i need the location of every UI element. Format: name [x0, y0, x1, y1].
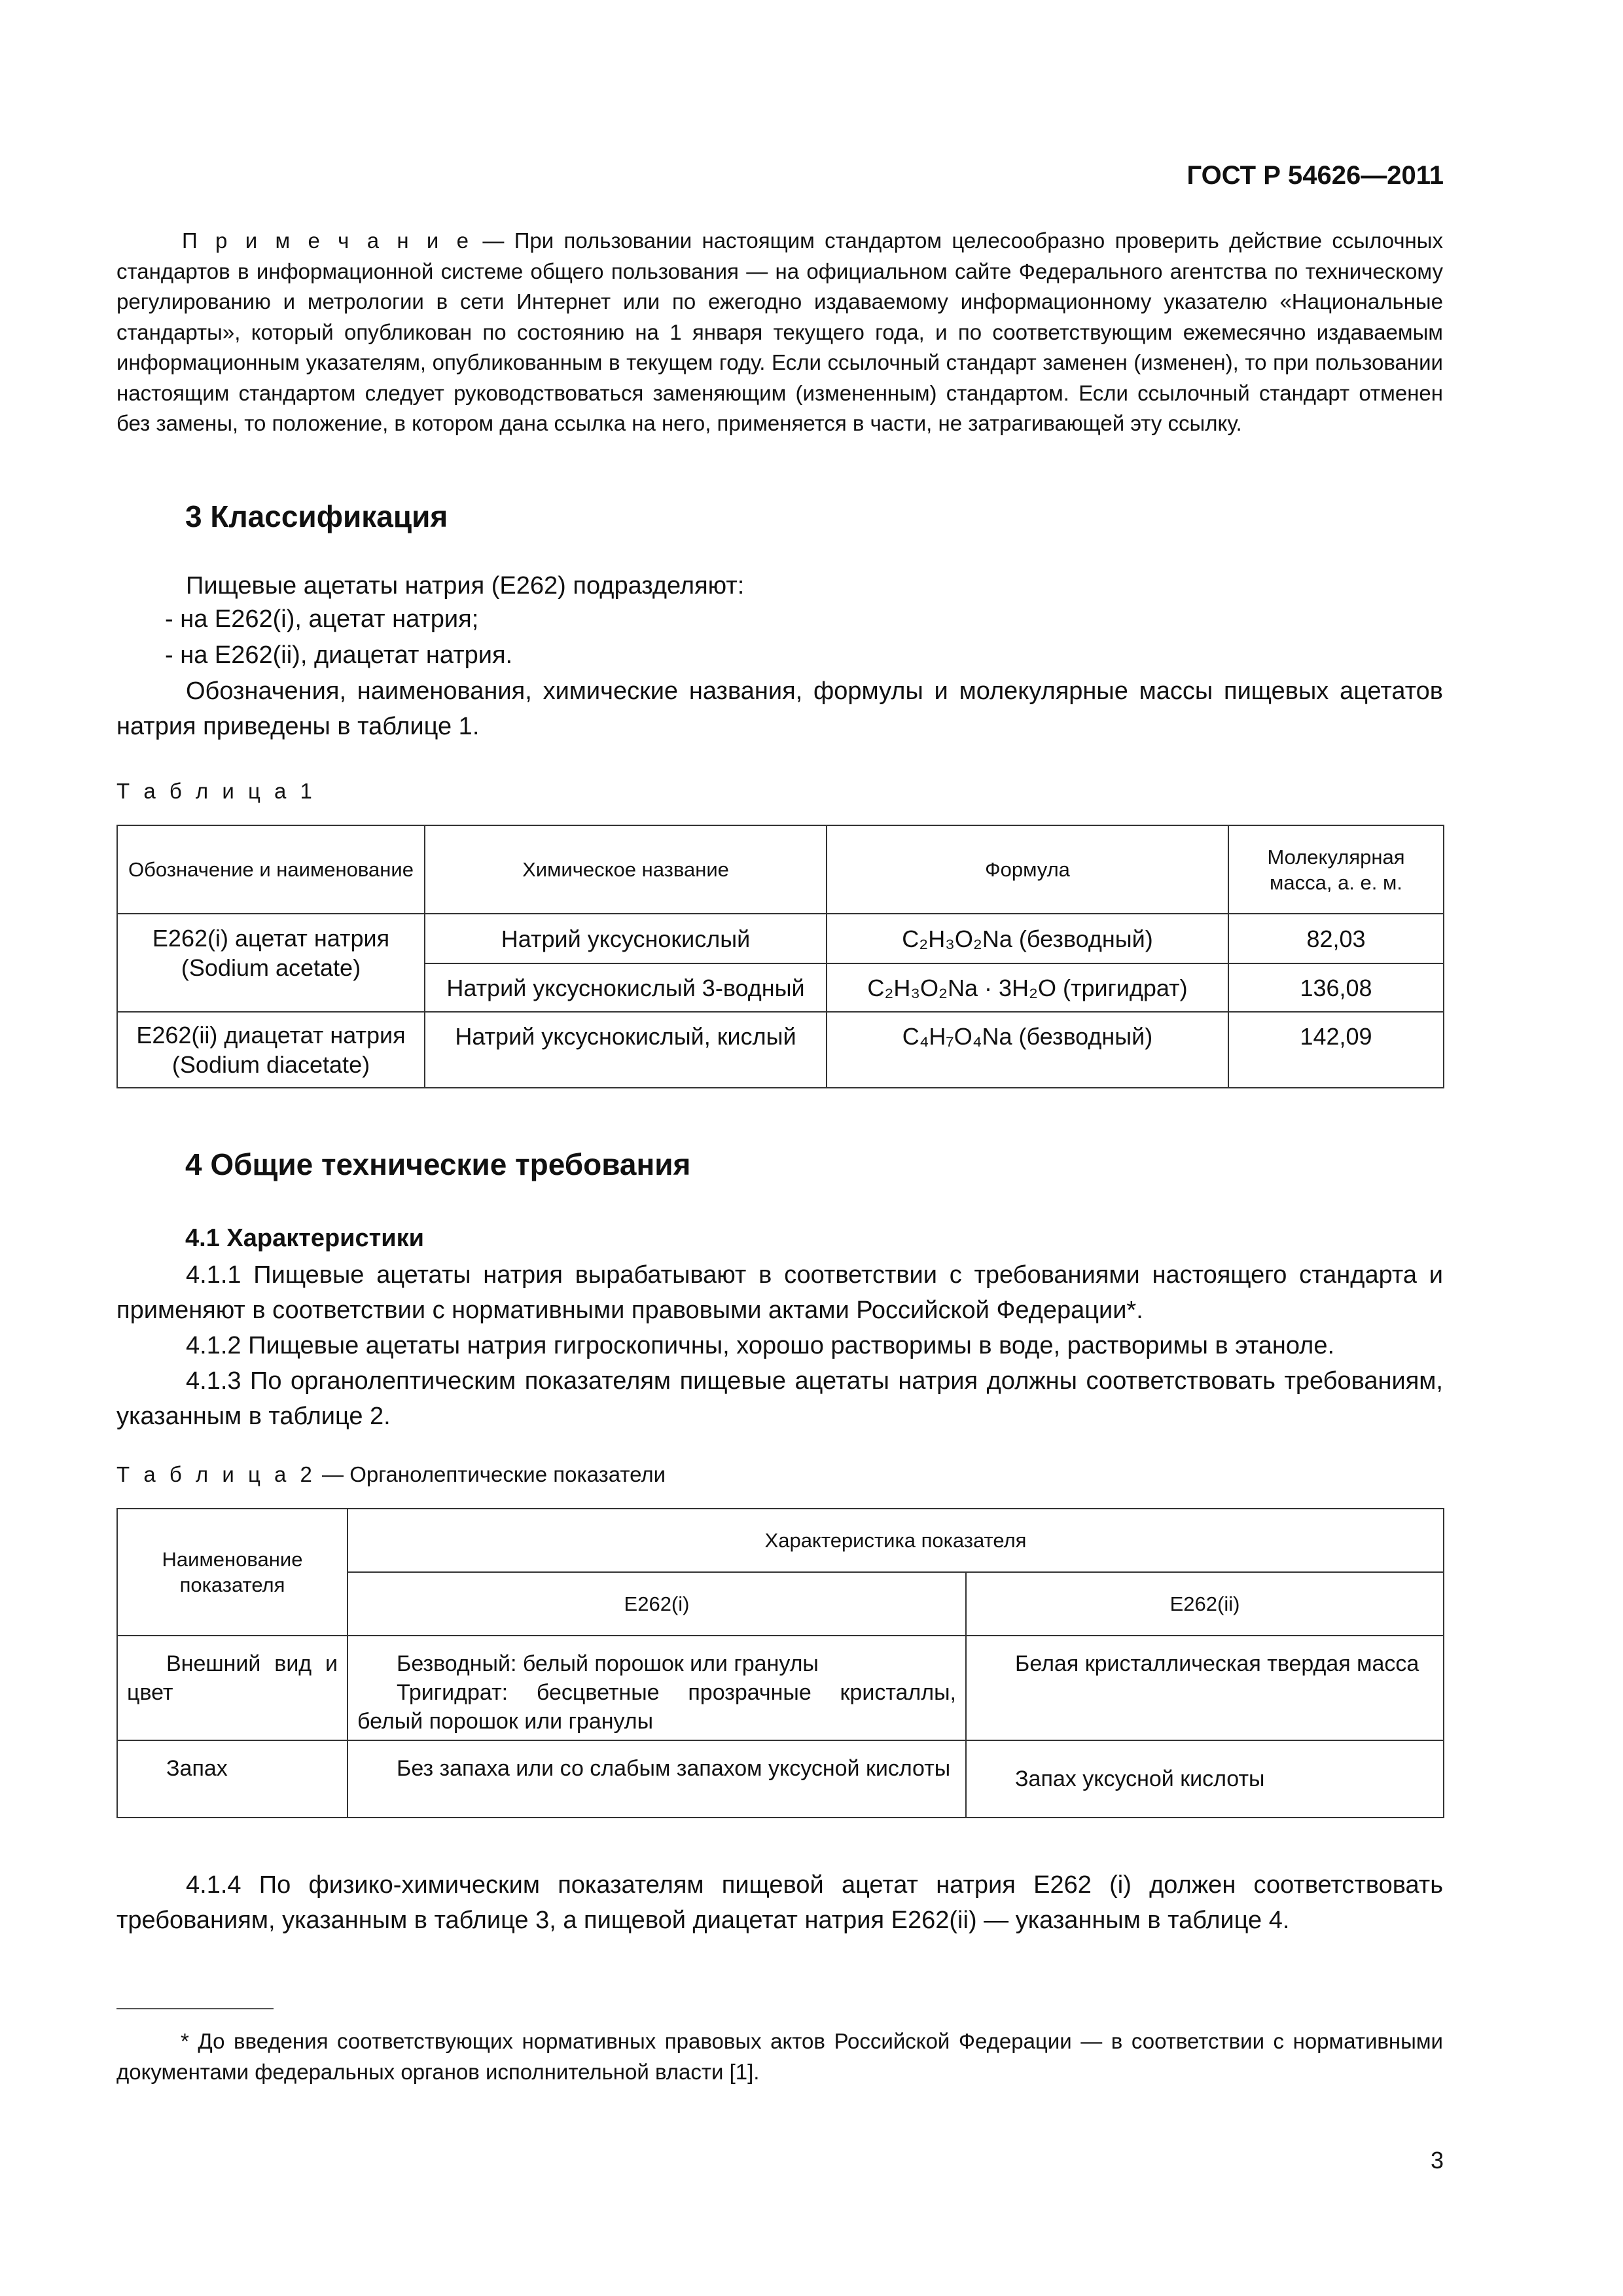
table-cell: Натрий уксуснокислый, кислый: [425, 1012, 827, 1088]
table-row: [117, 1740, 1444, 1818]
paragraph-4-1-4: 4.1.4 По физико-химическим показателям пищевой ацетат натрия Е262 (i) должен соответствовать требованиям, указанным в таблице 3, а пищевой диацетат натрия Е262(ii) — указанным в таблице 4.: [116, 1871, 1443, 1934]
table-header-cell: Е262(ii): [966, 1572, 1444, 1636]
table-cell: C₂H₃O₂Na · 3H₂O (тригидрат): [827, 963, 1228, 1012]
table-cell: Натрий уксуснокислый 3-водный: [425, 963, 827, 1012]
table-row: [117, 914, 1444, 963]
table-header-cell: Наименование показателя: [117, 1509, 348, 1636]
table-2: [116, 1508, 1444, 1818]
table-header-cell: Обозначение и наименование: [117, 825, 425, 914]
table-cell: C₂H₃O₂Na (безводный): [827, 914, 1228, 963]
table-header-cell: Формула: [827, 825, 1228, 914]
note-block: [116, 226, 1443, 439]
note-label: П р и м е ч а н и е: [182, 228, 473, 253]
paragraph-4-1-2: 4.1.2 Пищевые ацетаты натрия гигроскопичны, хорошо растворимы в воде, растворимы в этаноле.: [186, 1332, 1335, 1359]
table-row: [117, 1636, 1444, 1740]
section-4-heading: 4 Общие технические требования: [185, 1147, 691, 1181]
table-2-caption: Т а б л и ц а 2 — Органолептические показатели: [116, 1462, 666, 1486]
table-cell: 82,03: [1228, 914, 1444, 963]
subsection-4-1-heading: 4.1 Характеристики: [185, 1225, 425, 1252]
table-1-caption: Т а б л и ц а 1: [116, 779, 316, 803]
section-3-intro: Пищевые ацетаты натрия (Е262) подразделяют:: [186, 572, 745, 600]
page-number: 3: [1430, 2147, 1444, 2174]
paragraph-4-1-3: 4.1.3 По органолептическим показателям пищевые ацетаты натрия должны соответствовать требованиям, указанным в таблице 2.: [116, 1367, 1443, 1430]
table-cell: Е262(ii) диацетат натрия (Sodium diacetate): [117, 1012, 425, 1088]
footnote: * До введения соответствующих нормативных правовых актов Российской Федерации — в соответствии с нормативными документами федеральных органов исполнительной власти [1].: [116, 2029, 1443, 2084]
section-3-paragraph: Обозначения, наименования, химические названия, формулы и молекулярные массы пищевых ацетатов натрия приведены в таблице 1.: [116, 677, 1443, 740]
table-header-cell: Молекулярная масса, а. е. м.: [1228, 825, 1444, 914]
table-header-cell: Химическое название: [425, 825, 827, 914]
document-id: ГОСТ Р 54626—2011: [1186, 161, 1444, 190]
table-cell: Без запаха или со слабым запахом уксусной кислоты: [348, 1740, 966, 1818]
note-text: — При пользовании настоящим стандартом целесообразно проверить действие ссылочных стандартов в информационной системе общего пользования — на официальном сайте Федерального агентства по техническому регулированию и метрологии в сети Интернет или по ежегодно издаваемому информационному указателю «Национальные стандарты», который опубликован по состоянию на 1 января текущего года, и по соответствующим ежемесячно издаваемым информационным указателям, опубликованным в текущем году. Если ссылочный стандарт заменен (изменен), то при пользовании настоящим стандартом следует руководствоваться заменяющим (измененным) стандартом. Если ссылочный стандарт отменен без замены, то положение, в котором дана ссылка на него, применяется в части, не затрагивающей эту ссылку.: [116, 228, 1443, 435]
table-cell: Запах: [117, 1740, 348, 1818]
table-cell: Безводный: белый порошок или гранулы Тригидрат: бесцветные прозрачные кристаллы, белый порошок или гранулы: [348, 1636, 966, 1740]
table-1: [116, 825, 1444, 1088]
table-cell: C₄H₇O₄Na (безводный): [827, 1012, 1228, 1088]
table-row: [117, 1012, 1444, 1088]
table-cell: Натрий уксуснокислый: [425, 914, 827, 963]
table-cell: Запах уксусной кислоты: [966, 1740, 1444, 1818]
table-cell: 142,09: [1228, 1012, 1444, 1088]
footnote-divider: [116, 2008, 274, 2009]
table-header-cell: Характеристика показателя: [348, 1509, 1444, 1572]
table-cell: Белая кристаллическая твердая масса: [966, 1636, 1444, 1740]
table-header-cell: Е262(i): [348, 1572, 966, 1636]
paragraph-4-1-1: 4.1.1 Пищевые ацетаты натрия вырабатывают в соответствии с требованиями настоящего стандарта и применяют в соответствии с нормативными правовыми актами Российской Федерации*.: [116, 1261, 1443, 1324]
table-cell: Внешний вид и цвет: [117, 1636, 348, 1740]
table-cell: Е262(i) ацетат натрия (Sodium acetate): [117, 914, 425, 1012]
section-3-heading: 3 Классификация: [185, 499, 448, 533]
list-item: - на Е262(i), ацетат натрия;: [165, 605, 479, 633]
list-item: - на Е262(ii), диацетат натрия.: [165, 641, 513, 669]
table-cell: 136,08: [1228, 963, 1444, 1012]
